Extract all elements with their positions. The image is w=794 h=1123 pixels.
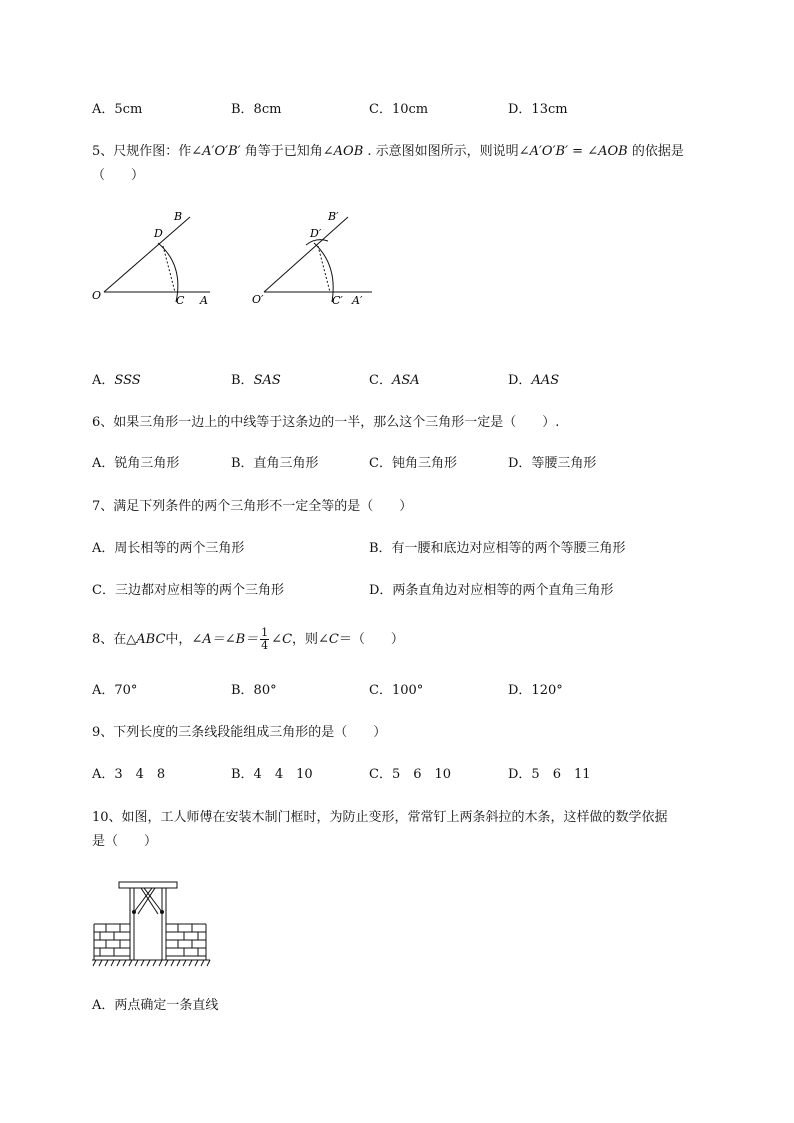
ground-hatching	[93, 960, 210, 966]
q8-angles: ∠A＝∠B＝	[191, 632, 259, 647]
label-b: B	[174, 210, 183, 223]
top-beam	[119, 882, 177, 888]
q5-option-a	[92, 373, 141, 389]
dashed-dc-prime	[318, 246, 330, 292]
q6-option-d: D．等腰三角形	[508, 456, 597, 471]
q10-stem-line2: 是（ ）	[92, 834, 158, 849]
arc-prime	[314, 243, 333, 302]
q8-frac-num: 1	[261, 626, 269, 639]
q4-option-b: B．8cm	[231, 102, 282, 117]
q5-stem-prefix: 5、尺规作图：作	[92, 144, 192, 159]
q8-stem	[92, 625, 404, 655]
q5-option-c	[369, 373, 420, 389]
q8-angle-c: ∠C	[271, 632, 293, 647]
q8-mid2: ，则	[292, 632, 319, 647]
label-o-prime: O′	[252, 293, 264, 306]
arc	[158, 243, 178, 302]
label-b-prime: B′	[328, 210, 339, 223]
label-c-prime: C′	[332, 294, 343, 307]
q9-option-c: C．5 6 10	[369, 767, 452, 782]
q4-option-d: D．13cm	[508, 102, 568, 117]
q5-option-c-letter: C．	[369, 373, 392, 388]
q8-option-a: A．70°	[92, 683, 138, 698]
q7-stem: 7、满足下列条件的两个三角形不一定全等的是（ ）	[92, 499, 413, 514]
q9-option-b: B．4 4 10	[231, 767, 313, 782]
q5-option-d	[508, 373, 559, 389]
nail-right	[160, 910, 164, 914]
q7-option-a: A．周长相等的两个三角形	[92, 541, 245, 556]
q7-option-d: D．两条直角边对应相等的两个直角三角形	[369, 583, 614, 598]
q5-figure-original-angle	[88, 205, 218, 310]
nail-left	[132, 910, 136, 914]
q5-stem	[92, 144, 684, 160]
q6-option-a: A．锐角三角形	[92, 456, 180, 471]
q8-fraction	[260, 627, 269, 652]
label-a: A	[200, 294, 208, 307]
q6-option-c: C．钝角三角形	[369, 456, 457, 471]
q8-option-d: D．120°	[508, 683, 563, 698]
q5-option-b-text: SAS	[253, 373, 281, 388]
ray-ob-prime	[264, 217, 348, 292]
q10-door-frame-figure	[92, 876, 214, 970]
q5-option-b	[231, 373, 281, 389]
q9-option-a: A．3 4 8	[92, 767, 166, 782]
q5-option-b-letter: B．	[231, 373, 254, 388]
q5-angle1: ∠A′O′B′	[191, 144, 241, 159]
label-d-prime: D′	[310, 227, 322, 240]
q5-option-d-letter: D．	[508, 373, 532, 388]
q5-figure-constructed-angle	[248, 205, 378, 310]
q10-option-a: A．两点确定一条直线	[92, 998, 219, 1013]
label-o: O	[92, 289, 102, 302]
q5-stem-mid2: . 示意图如图所示，则说明	[363, 144, 519, 159]
q5-stem-mid: 角等于已知角	[240, 144, 323, 159]
q5-angle2: ∠AOB	[322, 144, 364, 159]
label-c: C	[176, 294, 185, 307]
dashed-dc	[163, 246, 175, 292]
q4-option-c: C．10cm	[369, 102, 429, 117]
q9-option-d: D．5 6 11	[508, 767, 591, 782]
left-brick-wall	[94, 924, 130, 960]
q5-equation: ∠A′O′B′ = ∠AOB	[518, 144, 628, 159]
q5-option-d-text: AAS	[531, 373, 560, 388]
q7-option-c: C．三边都对应相等的两个三角形	[92, 583, 284, 598]
q10-stem-line1: 10、如图，工人师傅在安装木制门框时，为防止变形，常常钉上两条斜拉的木条，这样做的数学依据	[92, 810, 668, 825]
q6-stem: 6、如果三角形一边上的中线等于这条边的一半，那么这个三角形一定是（ ）.	[92, 415, 560, 430]
q8-suffix: ＝（ ）	[338, 632, 404, 647]
q5-option-a-letter: A．	[92, 373, 115, 388]
q7-option-b: B．有一腰和底边对应相等的两个等腰三角形	[369, 541, 626, 556]
ray-ob	[104, 217, 190, 292]
q4-option-a: A．5cm	[92, 102, 143, 117]
q8-prefix: 8、在	[92, 632, 127, 647]
q5-option-a-text: SSS	[114, 373, 141, 388]
q5-stem-suffix: 的依据是	[627, 144, 684, 159]
label-d: D	[154, 227, 163, 240]
q5-option-c-text: ASA	[391, 373, 420, 388]
q8-angle-c2: ∠C	[318, 632, 339, 647]
q9-stem: 9、下列长度的三条线段能组成三角形的是（ ）	[92, 725, 387, 740]
q5-paren: （ ）	[92, 168, 145, 183]
right-brick-wall	[166, 924, 206, 960]
q8-frac-den: 4	[261, 639, 269, 652]
q6-option-b: B．直角三角形	[231, 456, 319, 471]
q8-mid1: 中，	[165, 632, 192, 647]
label-a-prime: A′	[352, 294, 363, 307]
q8-option-b: B．80°	[231, 683, 277, 698]
q8-option-c: C．100°	[369, 683, 424, 698]
q8-triangle: △ABC	[126, 632, 166, 647]
